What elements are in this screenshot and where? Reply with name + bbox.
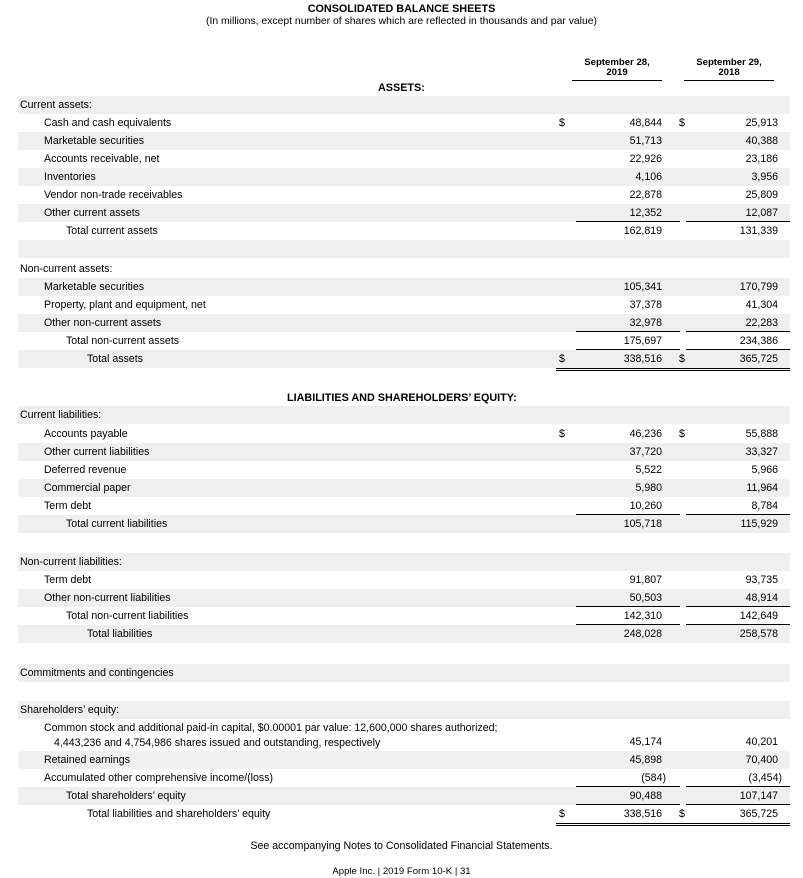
value-2019: 51,713 — [629, 135, 662, 147]
row-label: Total current liabilities — [66, 518, 168, 530]
row-spacer — [18, 533, 790, 551]
row-total-current-assets — [18, 222, 790, 240]
dollar-sign: $ — [559, 808, 565, 820]
value-2018: 22,283 — [745, 317, 778, 329]
document-subtitle: (In millions, except number of shares which are reflected in thousands and par value) — [205, 16, 597, 27]
row-label: Property, plant and equipment, net — [44, 299, 206, 311]
double-underline — [676, 823, 790, 826]
value-2018: 25,809 — [745, 189, 778, 201]
value-2018: 365,725 — [739, 808, 778, 820]
row-current-liabilities — [18, 406, 790, 424]
row-label: Accumulated other comprehensive income/(loss) — [44, 772, 274, 784]
row-label: Total liabilities — [87, 628, 153, 640]
value-2019: (584) — [641, 772, 666, 784]
value-2018: 234,386 — [739, 335, 778, 347]
row-aoci — [18, 769, 790, 787]
dollar-sign: $ — [559, 353, 565, 365]
column-header-2018 — [684, 58, 774, 78]
double-underline — [556, 823, 680, 826]
value-2019: 22,926 — [629, 153, 662, 165]
row-label: Total liabilities and shareholders’ equity — [87, 808, 271, 820]
value-2018: (3,454) — [748, 772, 782, 784]
row-label: Non-current liabilities: — [20, 556, 122, 568]
row-total-shareholders-equity — [18, 787, 790, 805]
dollar-sign: $ — [679, 808, 685, 820]
value-2019: 90,488 — [629, 790, 662, 802]
row-total-liabilities — [18, 625, 790, 643]
column-header-2018-line2: 2018 — [718, 67, 740, 78]
row-other-noncurrent-assets — [18, 314, 790, 332]
value-2019: 175,697 — [623, 335, 662, 347]
row-term-debt-noncurrent — [18, 571, 790, 589]
dollar-sign: $ — [679, 428, 685, 440]
row-vendor-receivables — [18, 186, 790, 204]
row-label-line2: 4,443,236 and 4,754,986 shares issued and outstanding, respectively — [54, 737, 381, 749]
value-2018: 25,913 — [745, 117, 778, 129]
value-2019: 46,236 — [629, 428, 662, 440]
row-label: Inventories — [44, 171, 96, 183]
value-2019: 5,522 — [635, 464, 662, 476]
value-2018: 142,649 — [739, 610, 778, 622]
footer-note: See accompanying Notes to Consolidated Financial Statements. — [250, 840, 553, 852]
row-label: Retained earnings — [44, 754, 130, 766]
value-2019: 10,260 — [629, 500, 662, 512]
row-label: Cash and cash equivalents — [44, 117, 172, 129]
value-2019: 338,516 — [623, 808, 662, 820]
value-2019: 50,503 — [629, 592, 662, 604]
section-liabilities-heading: LIABILITIES AND SHAREHOLDERS’ EQUITY: — [287, 392, 517, 404]
column-header-2019 — [572, 58, 662, 78]
value-2018: 33,327 — [745, 446, 778, 458]
value-2018: 41,304 — [745, 299, 778, 311]
row-label: Total current assets — [66, 225, 158, 237]
dollar-sign: $ — [679, 353, 685, 365]
value-2018: 107,147 — [739, 790, 778, 802]
row-ppe — [18, 296, 790, 314]
value-2018: 365,725 — [739, 353, 778, 365]
row-label: Accounts receivable, net — [44, 153, 160, 165]
value-2019: 142,310 — [623, 610, 662, 622]
value-2019: 248,028 — [623, 628, 662, 640]
value-2018: 93,735 — [745, 574, 778, 586]
value-2018: 131,339 — [739, 225, 778, 237]
row-label: Other current assets — [44, 207, 140, 219]
value-2019: 4,106 — [635, 171, 662, 183]
row-label: Commitments and contingencies — [20, 667, 174, 679]
row-label: Term debt — [44, 500, 92, 512]
row-term-debt-current — [18, 497, 790, 515]
row-deferred-revenue — [18, 461, 790, 479]
row-total-current-liabilities — [18, 515, 790, 533]
value-2019: 32,978 — [629, 317, 662, 329]
value-2019: 5,980 — [635, 482, 662, 494]
row-label: Accounts payable — [44, 428, 128, 440]
value-2018: 55,888 — [745, 428, 778, 440]
row-label-line1: Common stock and additional paid-in capital, $0.00001 par value: 12,600,000 shares authorized; — [44, 722, 498, 734]
section-assets-heading: ASSETS: — [378, 82, 425, 94]
value-2019: 48,844 — [629, 117, 662, 129]
row-label: Other non-current liabilities — [44, 592, 171, 604]
row-noncurrent-assets — [18, 260, 790, 278]
value-2018: 11,964 — [746, 482, 778, 494]
row-cash — [18, 114, 790, 132]
row-label: Other non-current assets — [44, 317, 162, 329]
column-header-2019-line2: 2019 — [606, 67, 628, 78]
value-2019: 105,341 — [623, 281, 662, 293]
row-label: Marketable securities — [44, 135, 145, 147]
row-shareholders-equity — [18, 701, 790, 719]
row-label: Current assets: — [20, 99, 92, 111]
value-2019: 162,819 — [623, 225, 662, 237]
row-label: Non-current assets: — [20, 263, 113, 275]
value-2019: 91,807 — [629, 574, 662, 586]
document-title: CONSOLIDATED BALANCE SHEETS — [307, 3, 496, 15]
double-underline — [556, 368, 680, 371]
value-2018: 40,201 — [745, 736, 778, 748]
row-label: Total shareholders’ equity — [66, 790, 186, 802]
value-2018: 5,966 — [751, 464, 778, 476]
value-2019: 105,718 — [623, 518, 662, 530]
row-label: Vendor non-trade receivables — [44, 189, 183, 201]
value-2018: 70,400 — [745, 754, 778, 766]
value-2019: 37,720 — [629, 446, 662, 458]
row-spacer — [18, 240, 790, 258]
row-label: Total assets — [87, 353, 143, 365]
value-2018: 170,799 — [739, 281, 778, 293]
row-spacer — [18, 643, 790, 661]
row-commitments — [18, 664, 790, 682]
value-2019: 22,878 — [629, 189, 662, 201]
value-2018: 40,388 — [745, 135, 778, 147]
column-header-2019-line1: September 28, — [584, 57, 650, 68]
row-other-noncurrent-liabilities — [18, 589, 790, 607]
row-label: Deferred revenue — [44, 464, 127, 476]
row-marketable-securities-current — [18, 132, 790, 150]
value-2018: 48,914 — [745, 592, 778, 604]
value-2019: 45,174 — [629, 736, 662, 748]
row-commercial-paper — [18, 479, 790, 497]
row-label: Current liabilities: — [20, 409, 102, 421]
row-marketable-securities-noncurrent — [18, 278, 790, 296]
dollar-sign: $ — [679, 117, 685, 129]
row-noncurrent-liabilities — [18, 553, 790, 571]
row-label: Marketable securities — [44, 281, 145, 293]
row-total-noncurrent-liabilities — [18, 607, 790, 625]
row-other-current-liabilities — [18, 443, 790, 461]
row-accounts-payable — [18, 425, 790, 443]
row-inventories — [18, 168, 790, 186]
value-2019: 338,516 — [623, 353, 662, 365]
row-total-assets — [18, 350, 790, 368]
double-underline — [676, 368, 790, 371]
dollar-sign: $ — [559, 428, 565, 440]
value-2019: 45,898 — [629, 754, 662, 766]
value-2018: 3,956 — [751, 171, 778, 183]
row-spacer — [18, 682, 790, 700]
row-other-current-assets — [18, 204, 790, 222]
row-retained-earnings — [18, 751, 790, 769]
row-label: Other current liabilities — [44, 446, 150, 458]
value-2018: 115,929 — [740, 518, 778, 530]
row-label: Term debt — [44, 574, 92, 586]
row-label: Total non-current assets — [66, 335, 180, 347]
value-2018: 23,186 — [745, 153, 778, 165]
row-label: Shareholders’ equity: — [20, 704, 120, 716]
value-2019: 37,378 — [629, 299, 662, 311]
row-total-noncurrent-assets — [18, 332, 790, 350]
column-header-2018-line1: September 29, — [696, 57, 762, 68]
footer-page: Apple Inc. | 2019 Form 10-K | 31 — [332, 866, 471, 877]
row-accounts-receivable — [18, 150, 790, 168]
row-label: Total non-current liabilities — [66, 610, 189, 622]
row-current-assets — [18, 96, 790, 114]
dollar-sign: $ — [559, 117, 565, 129]
value-2018: 258,578 — [739, 628, 778, 640]
row-label: Commercial paper — [44, 482, 131, 494]
value-2018: 12,087 — [745, 207, 778, 219]
row-common-stock — [18, 719, 790, 751]
value-2018: 8,784 — [751, 500, 778, 512]
row-total-liabilities-and-equity — [18, 805, 790, 823]
value-2019: 12,352 — [629, 207, 662, 219]
